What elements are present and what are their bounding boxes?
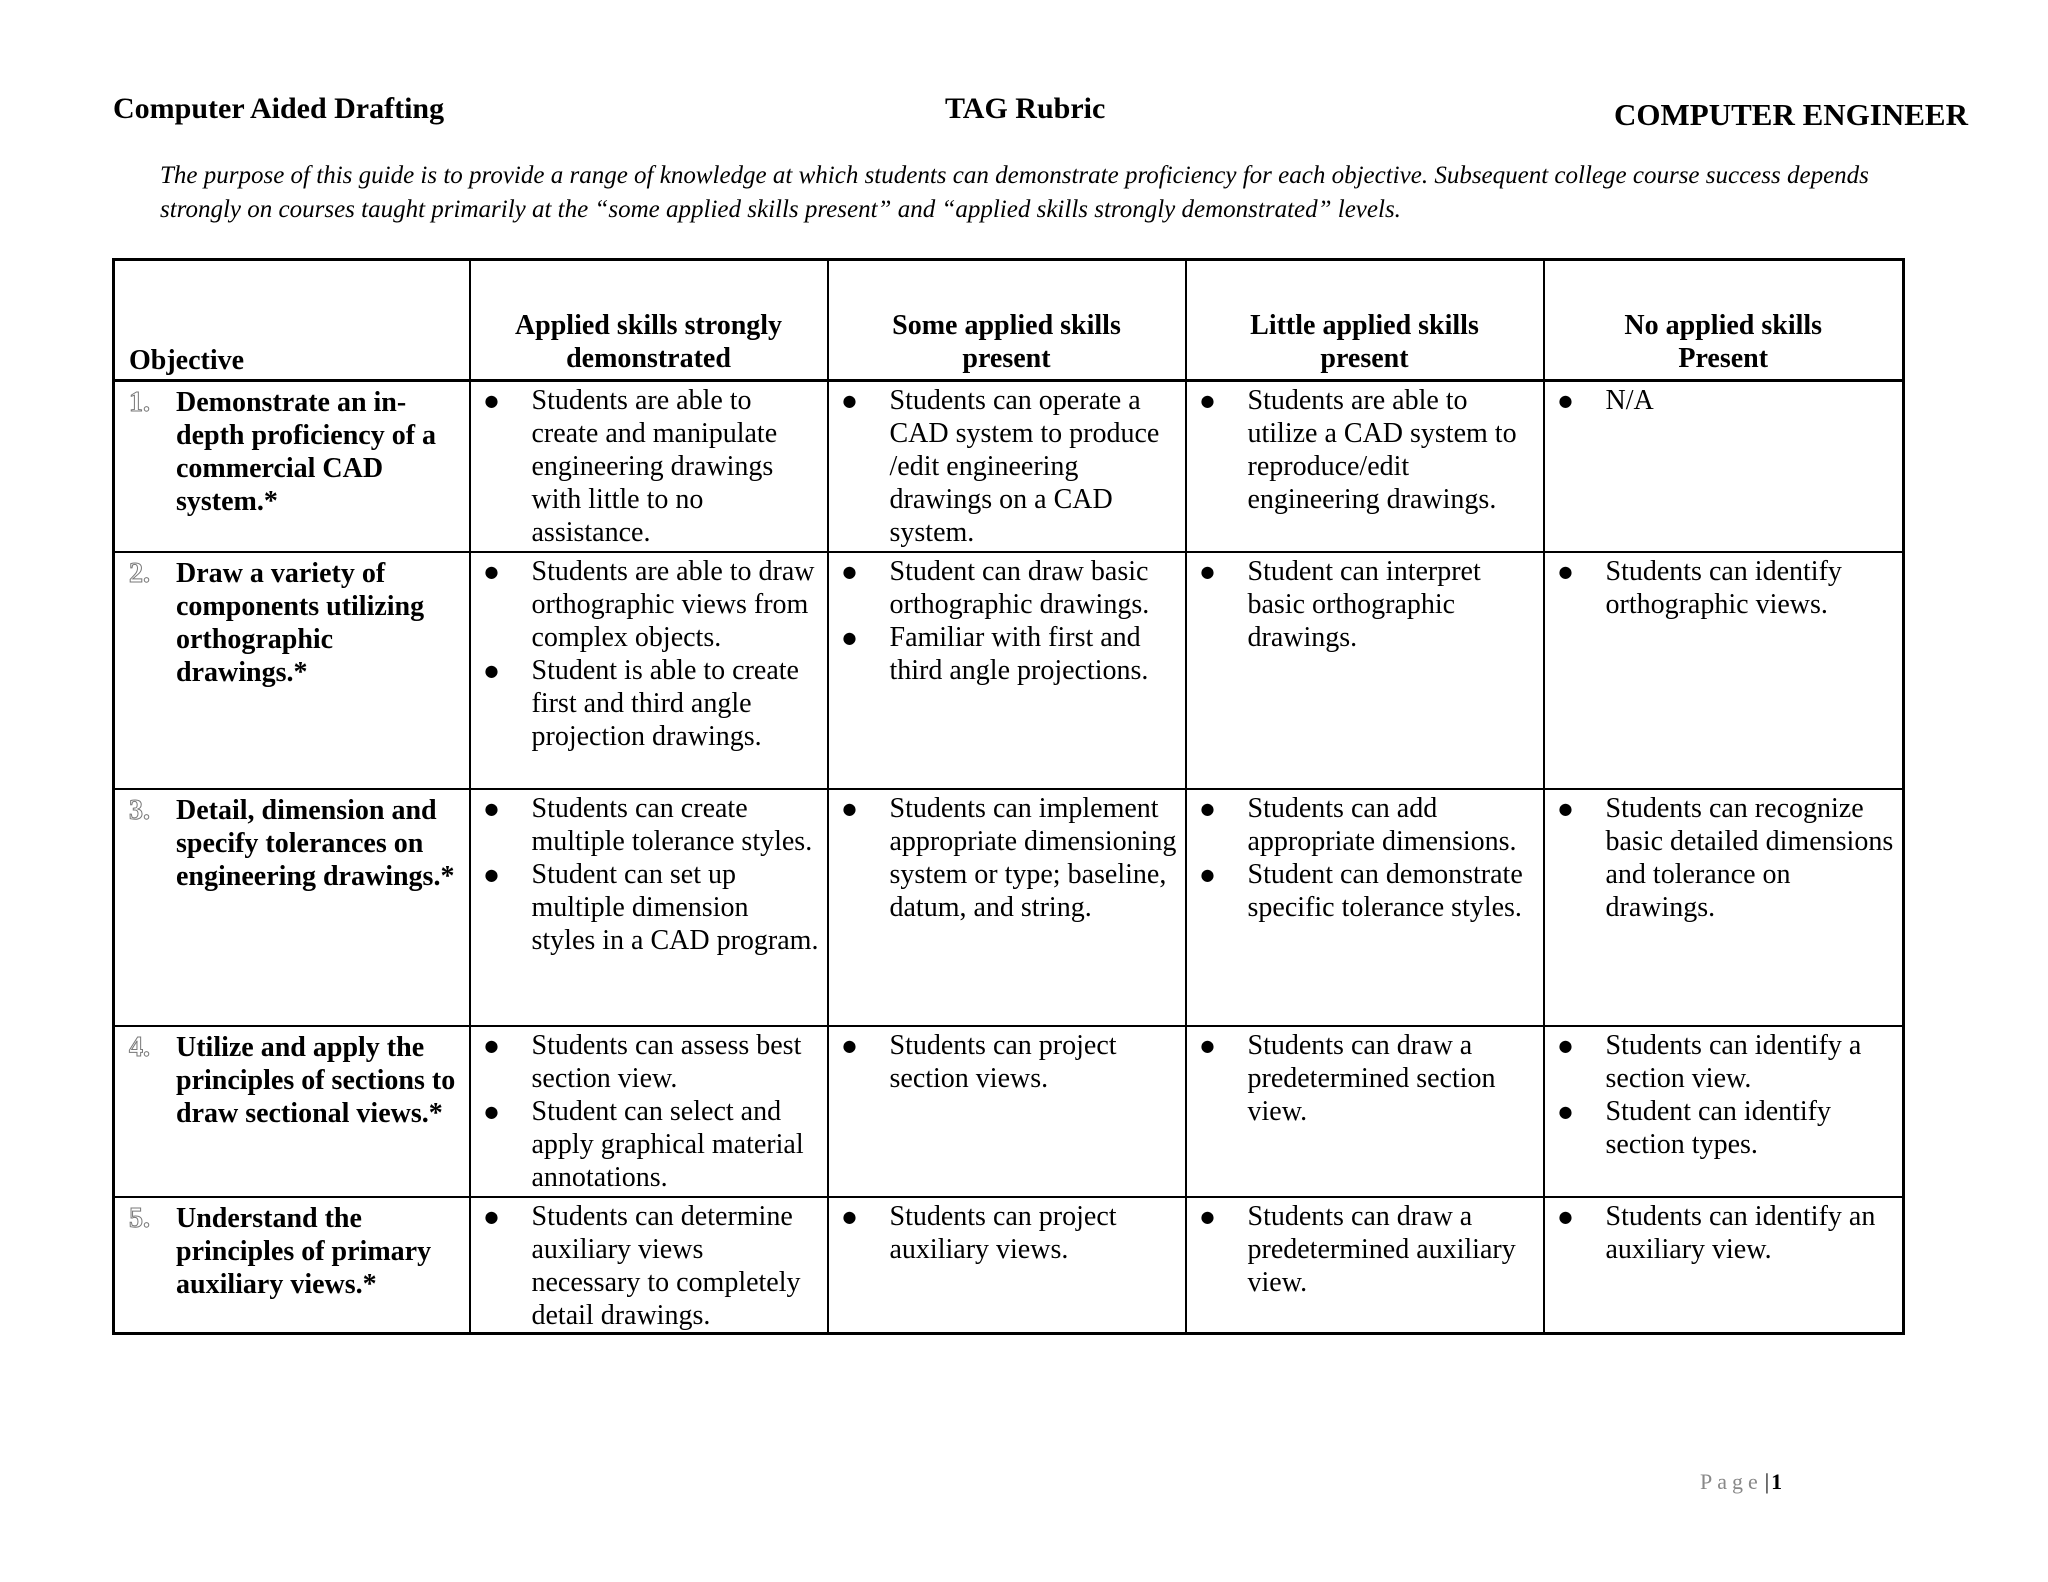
list-item: ● Students can draw a predetermined section view. xyxy=(1201,1029,1535,1128)
objective-cell xyxy=(114,381,470,552)
header-little-line1: Little applied skills xyxy=(1250,310,1479,341)
list-item: ● Student can identify section types. xyxy=(1559,1095,1895,1161)
objective-number: 4. xyxy=(129,1031,150,1063)
list-item: ● Students can identify orthographic views. xyxy=(1559,555,1895,621)
some-cell xyxy=(828,381,1186,552)
header-some-line2: present xyxy=(962,343,1051,374)
little-cell xyxy=(1186,1026,1544,1197)
purpose-statement: The purpose of this guide is to provide a range of knowledge at which students can demonstrate proficiency for each objective. Subsequent college course success depends strongly on courses taught primarily at the “some applied skills present” and “applied skills strongly demonstrated” levels. xyxy=(160,162,1869,223)
list-item: ● Students can identify an auxiliary view. xyxy=(1559,1200,1895,1266)
objective-text: Understand the principles of primary auxiliary views.* xyxy=(176,1202,432,1300)
document-title: TAG Rubric xyxy=(945,92,1106,125)
list-item: ● Student can draw basic orthographic drawings. xyxy=(843,555,1177,621)
document-program: COMPUTER ENGINEER xyxy=(1614,97,1968,132)
list-item: ● Students are able to draw orthographic views from complex objects. xyxy=(485,555,819,654)
table-row xyxy=(114,1197,1904,1334)
list-item: ● Students are able to create and manipulate engineering drawings with little to no assistance. xyxy=(485,384,819,549)
list-item: ● Student is able to create first and third angle projection drawings. xyxy=(485,654,819,753)
list-item: ● N/A xyxy=(1559,384,1895,417)
list-item: ● Students are able to utilize a CAD system to reproduce/edit engineering drawings. xyxy=(1201,384,1535,516)
objective-cell xyxy=(114,552,470,789)
document-subject: Computer Aided Drafting xyxy=(113,92,445,125)
none-cell xyxy=(1544,789,1904,1026)
rubric-table xyxy=(112,258,1905,1335)
strong-cell xyxy=(470,552,828,789)
objective-header-label: Objective xyxy=(129,345,245,376)
objective-column-header xyxy=(114,260,470,381)
objective-cell xyxy=(114,1026,470,1197)
header-strong-line1: Applied skills strongly xyxy=(514,310,783,341)
some-cell xyxy=(828,552,1186,789)
little-cell xyxy=(1186,552,1544,789)
column-header-some xyxy=(828,260,1186,381)
list-item: ● Students can implement appropriate dimensioning system or type; baseline, datum, and string. xyxy=(843,792,1177,924)
table-row xyxy=(114,381,1904,552)
none-cell xyxy=(1544,552,1904,789)
list-item: ● Students can project section views. xyxy=(843,1029,1177,1095)
page-label: Page xyxy=(1700,1469,1763,1494)
table-row xyxy=(114,1026,1904,1197)
strong-cell xyxy=(470,1026,828,1197)
some-cell xyxy=(828,789,1186,1026)
list-item: ● Students can operate a CAD system to produce /edit engineering drawings on a CAD system. xyxy=(843,384,1177,549)
none-cell xyxy=(1544,1197,1904,1334)
header-little-line2: present xyxy=(1320,343,1409,374)
objective-number: 5. xyxy=(129,1202,150,1234)
table-row xyxy=(114,789,1904,1026)
objective-number: 3. xyxy=(129,794,150,826)
list-item: ● Students can add appropriate dimensions. xyxy=(1201,792,1535,858)
list-item: ● Familiar with first and third angle projections. xyxy=(843,621,1177,687)
list-item: ● Students can determine auxiliary views necessary to completely detail drawings. xyxy=(485,1200,819,1332)
header-strong-line2: demonstrated xyxy=(566,343,731,374)
list-item: ● Student can interpret basic orthographic drawings. xyxy=(1201,555,1535,654)
some-cell xyxy=(828,1026,1186,1197)
objective-text: Demonstrate an in-depth proficiency of a commercial CAD system.* xyxy=(176,387,437,517)
objective-text: Detail, dimension and specify tolerances on engineering drawings.* xyxy=(176,794,455,892)
list-item: ● Students can draw a predetermined auxiliary view. xyxy=(1201,1200,1535,1299)
list-item: ● Students can assess best section view. xyxy=(485,1029,819,1095)
table-row xyxy=(114,552,1904,789)
list-item: ● Student can set up multiple dimension styles in a CAD program. xyxy=(485,858,819,957)
little-cell xyxy=(1186,789,1544,1026)
rubric-header-row xyxy=(114,260,1904,381)
objective-cell xyxy=(114,789,470,1026)
column-header-strong xyxy=(470,260,828,381)
little-cell xyxy=(1186,381,1544,552)
objective-text: Utilize and apply the principles of sections to draw sectional views.* xyxy=(176,1031,456,1129)
none-cell xyxy=(1544,381,1904,552)
column-header-little xyxy=(1186,260,1544,381)
header-some-line1: Some applied skills xyxy=(892,310,1121,341)
strong-cell xyxy=(470,381,828,552)
objective-number: 1. xyxy=(129,387,150,418)
list-item: ● Student can demonstrate specific tolerance styles. xyxy=(1201,858,1535,924)
list-item: ● Students can identify a section view. xyxy=(1559,1029,1895,1095)
objective-text: Draw a variety of components utilizing orthographic drawings.* xyxy=(176,557,425,688)
list-item: ● Student can select and apply graphical material annotations. xyxy=(485,1095,819,1194)
page-number: 1 xyxy=(1771,1469,1783,1494)
objective-number: 2. xyxy=(129,557,150,589)
objective-cell xyxy=(114,1197,470,1334)
strong-cell xyxy=(470,789,828,1026)
list-item: ● Students can project auxiliary views. xyxy=(843,1200,1177,1266)
some-cell xyxy=(828,1197,1186,1334)
none-cell xyxy=(1544,1026,1904,1197)
list-item: ● Students can create multiple tolerance styles. xyxy=(485,792,819,858)
page-footer xyxy=(1700,1469,1782,1495)
little-cell xyxy=(1186,1197,1544,1334)
header-none-line1: No applied skills xyxy=(1624,310,1823,341)
column-header-none xyxy=(1544,260,1904,381)
list-item: ● Students can recognize basic detailed dimensions and tolerance on drawings. xyxy=(1559,792,1895,924)
strong-cell xyxy=(470,1197,828,1334)
header-none-line2: Present xyxy=(1678,343,1769,374)
page-separator: | xyxy=(1764,1469,1770,1494)
